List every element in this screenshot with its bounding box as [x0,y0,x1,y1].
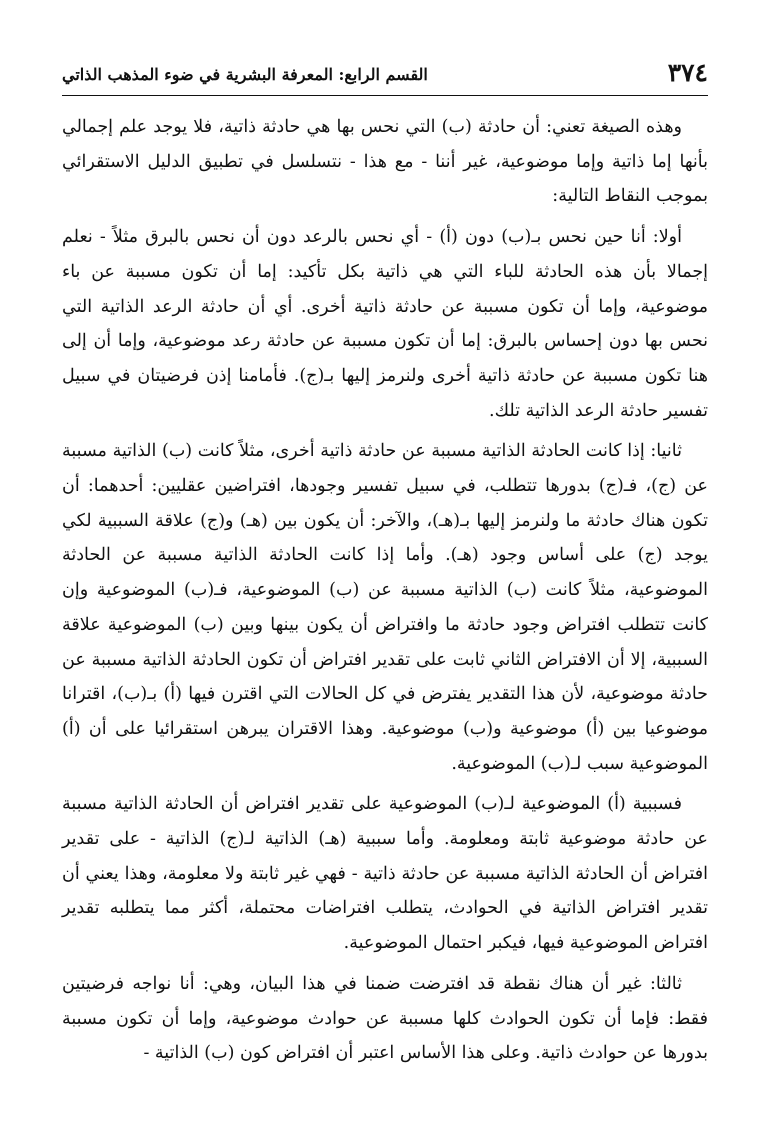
page-number: ٣٧٤ [667,58,708,87]
paragraph-causality: فسببية (أ) الموضوعية لـ(ب) الموضوعية على تقدير افتراض أن الحادثة الذاتية مسببة عن حادثة موضوعية ثابتة ومعلومة. وأما سببية (هـ) الذاتية لـ(ج) الذاتية - على تقدير افتراض أن الحادثة الذاتية مسببة عن حادثة ذاتية - فهي غير ثابتة ولا معلومة، وهذا يعني أن تقدير افتراض الذاتية في الحوادث، يتطلب افتراضات محتملة، أكثر مما يتطلبه تقدير افتراض الموضوعية فيها، فيكبر احتمال الموضوعية. [62,794,708,954]
header-rule [62,95,708,96]
running-title: القسم الرابع: المعرفة البشرية في ضوء المذهب الذاتي [62,65,428,84]
body-text [62,110,708,1077]
paragraph-second-point: ثانيا: إذا كانت الحادثة الذاتية مسببة عن حادثة ذاتية أخرى، مثلاً كانت (ب) الذاتية مسببة عن (ج)، فـ(ج) بدورها تتطلب، في سبيل تفسير وجودها، افتراضين عقليين: أحدهما: أن تكون هناك حادثة ما ولنرمز إليها بـ(هـ)، والآخر: أن يكون بين (هـ) و(ج) علاقة السببية لكي يوجد (ج) على أساس وجود (هـ). وأما إذا كانت الحادثة الذاتية مسببة عن الحادثة الموضوعية، مثلاً كانت (ب) الذاتية مسببة عن (ب) الموضوعية، فـ(ب) الموضوعية وإن كانت تتطلب افتراض وجود حادثة ما وافتراض أن يكون بينها وبين (ب) الموضوعية علاقة السببية، إلا أن الافتراض الثاني ثابت على تقدير افتراض أن تكون الحادثة الذاتية مسببة عن حادثة موضوعية، لأن هذا التقدير يفترض في كل الحالات التي اقترن فيها (أ) بـ(ب)، اقترانا موضوعيا بين (أ) موضوعية و(ب) موضوعية. وهذا الاقتران يبرهن استقرائيا على أن (أ) الموضوعية سبب لـ(ب) الموضوعية. [62,441,708,774]
page-header [62,56,708,94]
paragraph-intro: وهذه الصيغة تعني: أن حادثة (ب) التي نحس بها هي حادثة ذاتية، فلا يوجد علم إجمالي بأنها إما ذاتية وإما موضوعية، غير أننا - مع هذا - نتسلسل في تطبيق الدليل الاستقرائي بموجب النقاط التالية: [62,117,708,207]
paragraph-first-point: أولا: أنا حين نحس بـ(ب) دون (أ) - أي نحس بالرعد دون أن نحس بالبرق مثلاً - نعلم إجمالا بأن هذه الحادثة للباء التي هي ذاتية بكل تأكيد: إما أن تكون مسببة عن باء موضوعية، وإما أن تكون مسببة عن حادثة ذاتية أخرى. أي أن حادثة الرعد الذاتية التي نحس بها دون إحساس بالبرق: إما أن تكون مسببة عن حادثة رعد موضوعية، وإما أن إلى هنا تكون مسببة عن حادثة ذاتية أخرى ولنرمز إليها بـ(ج). فأمامنا إذن فرضيتان في سبيل تفسير حادثة الرعد الذاتية تلك. [62,227,708,421]
paragraph-third-point: ثالثا: غير أن هناك نقطة قد افترضت ضمنا في هذا البيان، وهي: أنا نواجه فرضيتين فقط: فإما أن تكون الحوادث كلها مسببة عن حوادث موضوعية، وإما أن تكون مسببة بدورها عن حوادث ذاتية. وعلى هذا الأساس اعتبر أن افتراض كون (ب) الذاتية - [62,973,708,1064]
